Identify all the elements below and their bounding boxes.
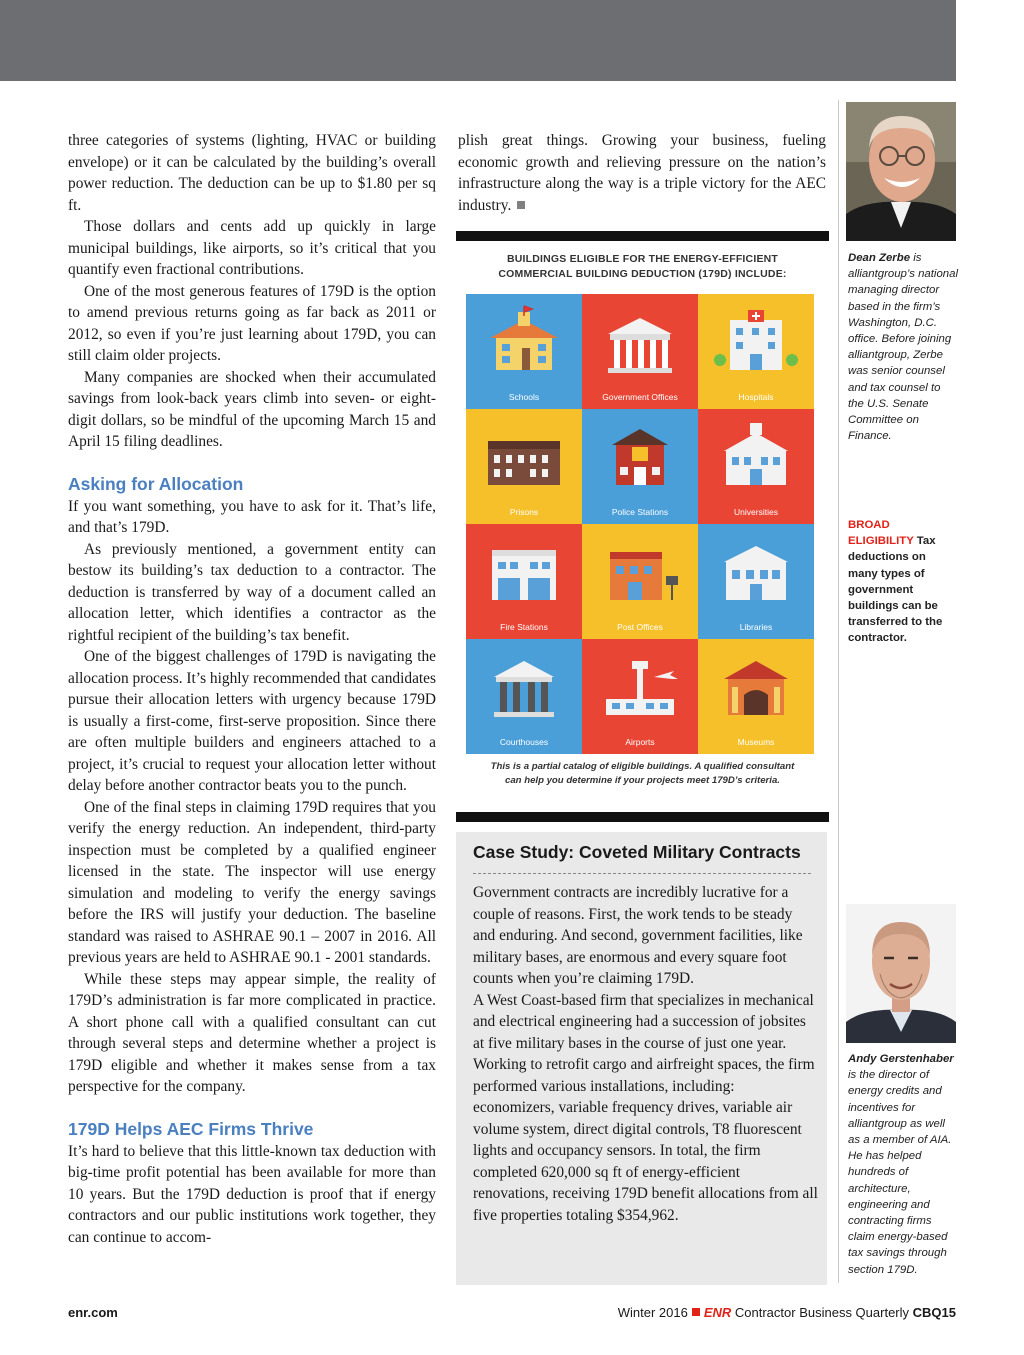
case-study-title: Case Study: Coveted Military Contracts <box>473 842 801 862</box>
paragraph: While these steps may appear simple, the reality of 179D’s administration is far more complicated in practice. A short phone call with a qualified consultant can cut through several steps and determine whether a project is 179D eligible and whether it makes sense from a tax perspective for the company. <box>68 970 436 1095</box>
paragraph: As previously mentioned, a government entity can bestow its building’s tax deduction to a contractor. The deduction is transferred by way of a document called an allocation letter, which identifies a contractor as the rightful recipient of the building’s tax benefit. <box>68 540 436 644</box>
tile-label: Airports <box>625 737 655 747</box>
tile-schools <box>466 294 582 409</box>
tile-label: Post Offices <box>617 622 663 632</box>
tile-hospitals <box>698 294 814 409</box>
article-column-right <box>458 130 826 216</box>
tile-label: Schools <box>508 392 540 402</box>
tile-libraries <box>698 524 814 639</box>
paragraph: One of the most generous features of 179D is the option to amend previous returns going as far back as 2011 or 2012, so even if you’re just learning about 179D, you can still claim older projects. <box>68 282 436 364</box>
tile-label: Hospitals <box>738 392 774 402</box>
tile-airports <box>582 639 698 754</box>
infographic-title: BUILDINGS ELIGIBLE FOR THE ENERGY-EFFICIENT COMMERCIAL BUILDING DEDUCTION (179D) INCLUDE: <box>498 253 787 280</box>
paragraph: It’s hard to believe that this little-known tax deduction with big-time profit potential has been available for more than 10 years. But the 179D deduction is proof that if energy contractors and our public institutions work together, they can continue to accom- <box>68 1142 436 1246</box>
paragraph: three categories of systems (lighting, HVAC or building envelope) or it can be calculated by the building’s overall power reduction. The deduction can be up to $1.80 per sq ft. <box>68 132 436 214</box>
subheading-allocation: Asking for Allocation <box>68 473 244 494</box>
article-column-left <box>68 130 436 1248</box>
tile-museums <box>698 639 814 754</box>
tile-label: Libraries <box>739 622 773 632</box>
tile-label: Museums <box>737 737 775 747</box>
end-mark-icon <box>517 201 525 209</box>
tile-label: Universities <box>734 507 778 517</box>
tile-police-stations <box>582 409 698 524</box>
tile-courthouses <box>466 639 582 754</box>
caption-dean-zerbe: Dean Zerbe is alliantgroup’s national managing director based in the firm’s Washington, D.C. office. Before joining alliantgroup, Zerbe was senior counsel and tax counsel to the U.S. Senate Committee on Finance. <box>848 252 958 443</box>
infographic <box>456 242 829 800</box>
portrait-andy-gerstenhaber <box>846 904 956 1043</box>
rule-bar <box>456 812 829 822</box>
paragraph: A West Coast-based firm that specializes in mechanical and electrical engineering had a succession of jobsites at five military bases in the course of just one year. Working to retrofit cargo and airfreight spaces, the firm performed various installations, including: economizers, variable frequency drives, variable air volume system, direct digital controls, T8 fluorescent lights and occupancy sensors. In total, the firm completed 620,000 sq ft of energy-efficient renovations, receiving 179D benefit allocations from all five properties totaling $354,962. <box>473 991 818 1224</box>
column-divider <box>838 100 839 1283</box>
square-icon <box>692 1308 700 1316</box>
tile-label: Courthouses <box>499 737 549 747</box>
case-study-box <box>456 832 827 1285</box>
tile-government-offices <box>582 294 698 409</box>
paragraph: Government contracts are incredibly lucrative for a couple of reasons. First, the work tends to be steady and enduring. And second, government facilities, like military bases, are enormous and every square foot counts when you’re claiming 179D. <box>473 884 803 987</box>
rule-bar <box>456 231 829 241</box>
tile-label: Police Stations <box>611 507 669 517</box>
tile-universities <box>698 409 814 524</box>
footer-publication: Winter 2016 ENR Contractor Business Quarterly CBQ15 <box>617 1305 956 1320</box>
caption-andy-gerstenhaber: Andy Gerstenhaber is the director of energy credits and incentives for alliantgroup as well as a member of AIA. He has helped hundreds of architecture, engineering and contracting firms claim energy-based tax savings through section 179D. <box>848 1053 954 1276</box>
paragraph: plish great things. Growing your business, fueling economic growth and relieving pressure on the nation’s infrastructure along the way is a triple victory for the AEC industry. <box>458 132 826 214</box>
tile-fire-stations <box>466 524 582 639</box>
broad-eligibility-caption: BROAD ELIGIBILITY Tax deductions on many types of government buildings can be transferred to the contractor. <box>848 519 943 645</box>
header-bar <box>0 0 956 81</box>
tile-label: Prisons <box>509 507 539 517</box>
subheading-thrive: 179D Helps AEC Firms Thrive <box>68 1118 314 1139</box>
infographic-caption: This is a partial catalog of eligible buildings. A qualified consultant can help you determine if your projects meet 179D’s criteria. <box>490 761 795 786</box>
divider <box>473 873 811 874</box>
tile-post-offices <box>582 524 698 639</box>
tile-prisons <box>466 409 582 524</box>
portrait-dean-zerbe <box>846 102 956 241</box>
building-grid <box>466 294 814 754</box>
tile-label: Fire Stations <box>500 622 548 632</box>
paragraph: Many companies are shocked when their accumulated savings from look-back years climb into seven- or eight-digit dollars, so be mindful of the upcoming March 15 and April 15 filing deadlines. <box>68 368 436 450</box>
tile-label: Government Offices <box>602 392 678 402</box>
case-study-body <box>473 882 818 1226</box>
paragraph: One of the biggest challenges of 179D is navigating the allocation process. It’s highly recommended that candidates pursue their allocation letters with urgency because 179D is usually a first-come, first-serve proposition. Since there are often multiple builders and engineers attached to a project, it’s crucial to request your allocation letter without delay before another contractor beats you to the punch. <box>68 648 436 794</box>
footer-site: enr.com <box>68 1305 118 1320</box>
paragraph: One of the final steps in claiming 179D requires that you verify the energy reduction. An independent, third-party inspection must be completed by a qualified engineer licensed in the state. The inspector will use energy simulation and modeling to verify the energy savings before the IRS will justify your deduction. The baseline standard was raised to ASHRAE 90.1 – 2007 in 2016. All previous years are held to ASHRAE 90.1 - 2001 standards. <box>68 798 436 966</box>
paragraph: If you want something, you have to ask for it. That’s life, and that’s 179D. <box>68 497 436 536</box>
paragraph: Those dollars and cents add up quickly in large municipal buildings, like airports, so it’s critical that you quantify even fractional contributions. <box>68 218 436 278</box>
